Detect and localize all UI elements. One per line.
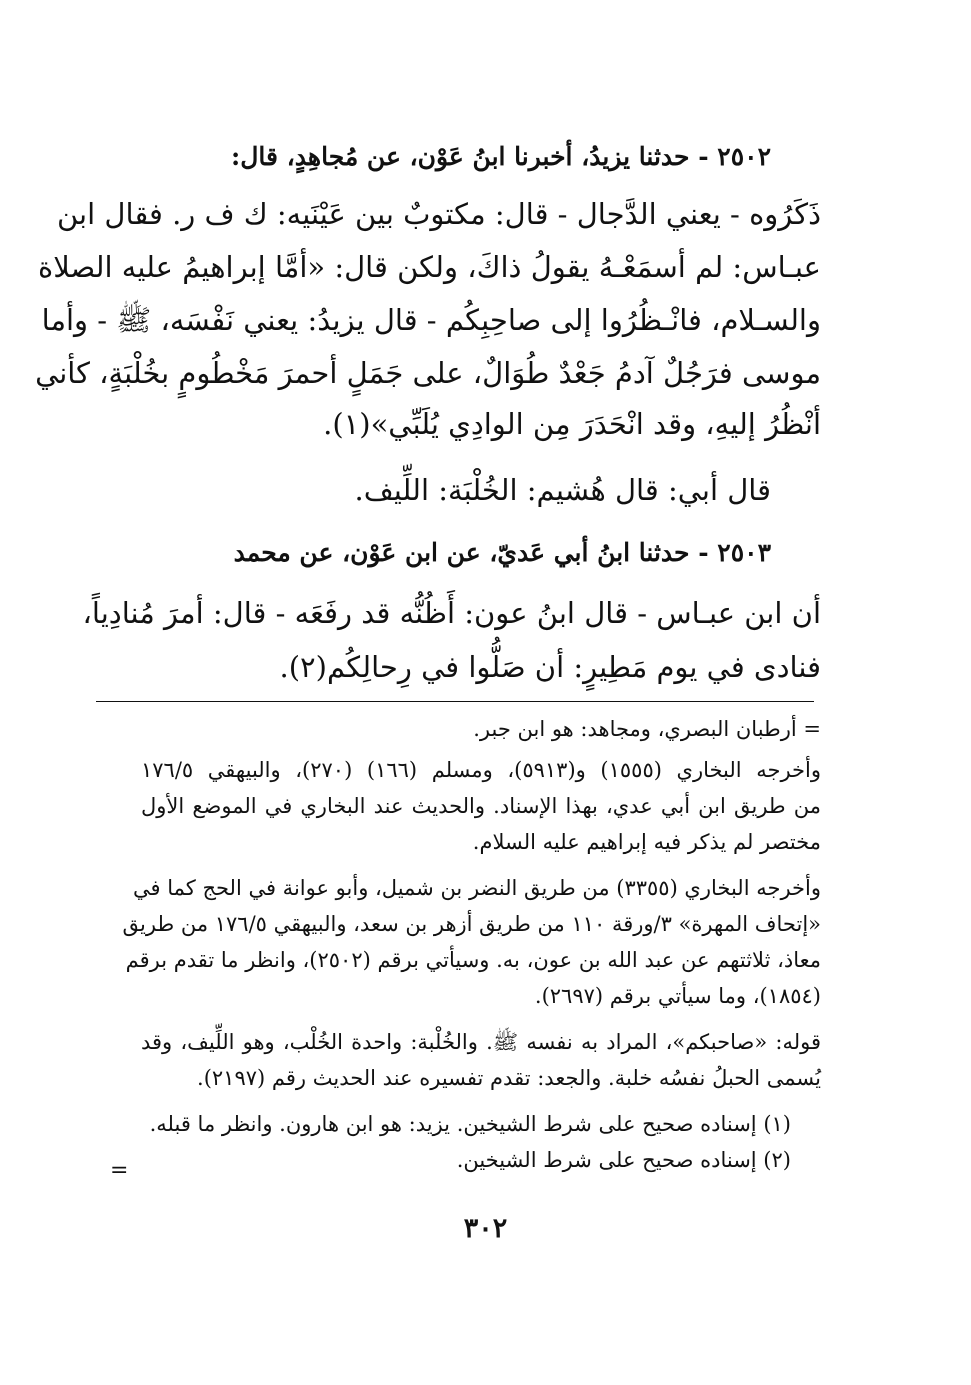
page-number: ٣٠٢: [463, 1213, 508, 1244]
footnote-separator: [96, 701, 814, 702]
hadith-2503-line-2: فنادى في يوم مَطِيرٍ: أن صَلُّوا في رِحالِكُم(٢).: [279, 650, 821, 684]
footnote-para1-line-3: مختصر لم يذكر فيه إبراهيم عليه السلام.: [472, 830, 821, 854]
footnote-para3-line-2: يُسمى الحبلُ نفسُه خلبة. والجعد: تقدم تفسيره عند الحديث رقم (٢١٩٧).: [197, 1066, 821, 1090]
footnote-1: (١) إسناده صحيح على شرط الشيخين. يزيد: هو ابن هارون. وانظر ما قبله.: [149, 1112, 791, 1136]
hadith-2502-line-1: ذَكَرُوه - يعني الدَّجال - قال: مكتوبٌ بين عَيْنَيه: ك ف ر. فقال ابن: [56, 197, 821, 231]
footnote-para2-line-4: (١٨٥٤)، وما سيأتي برقم (٢٦٩٧).: [534, 984, 821, 1008]
hadith-2502-line-4: موسى فرَجُلٌ آدمُ جَعْدٌ طُوَالٌ، على جَمَلٍ أحمرَ مَخْطُومٍ بخُلْبَةٍ، كأني: [35, 356, 821, 390]
footnote-continuation: = أرطبان البصري، ومجاهد: هو ابن جبر.: [473, 717, 821, 741]
hadith-2502-line-5: أنْظُرُ إليهِ، وقد انْحَدَرَ مِن الوادِي يُلَبِّي»(١).: [323, 407, 821, 441]
hadith-2502-header: ٢٥٠٢ - حدثنا يزيدُ، أخبرنا ابنُ عَوْن، عن مُجاهِدٍ، قال:: [231, 142, 771, 171]
footnote-para3-line-1: قوله: «صاحبكم»، المراد به نفسه ﷺ. والخُلْبة: واحدة الخُلْب، وهو اللِّيف، وقد: [141, 1030, 821, 1054]
hadith-2503-line-1: أن ابن عبـاس - قال ابنُ عون: أَظُنُّه قد رفَعَه - قال: أمرَ مُنادِياً،: [82, 596, 821, 630]
footnote-para2-line-3: معاذ، ثلاثتهم عن عبد الله بن عون، به. وسيأتي برقم (٢٥٠٢)، وانظر ما تقدم برقم: [125, 948, 821, 972]
hadith-2502-line-2: عبـاس: لم أسمَعْـهُ يقولُ ذاكَ، ولكن قال: «أمَّا إبراهيمُ عليه الصلاة: [38, 250, 821, 284]
footnote-para1-line-2: من طريق ابن أبي عدي، بهذا الإسناد. والحديث عند البخاري في الموضع الأول: [141, 794, 821, 818]
footnote-para2-line-2: «إتحاف المهرة» ٣/ورقة ١١٠ من طريق أزهر بن سعد، والبيهقي ١٧٦/٥ من طريق: [122, 912, 821, 936]
hadith-2502-line-3: والسـلام، فانْـظُرُوا إلى صاحِبِكُم - قال يزيدُ: يعني نَفْسَه، ﷺ - وأما: [41, 303, 821, 337]
footnote-continues-mark: =: [110, 1158, 129, 1183]
footnote-2: (٢) إسناده صحيح على شرط الشيخين.: [456, 1148, 791, 1172]
footnote-para1-line-1: وأخرجه البخاري (١٥٥٥) و(٥٩١٣)، ومسلم (١٦٦) (٢٧٠)، والبيهقي ١٧٦/٥: [141, 758, 822, 782]
hadith-2502-note: قال أبي: قال هُشيم: الخُلْبَة: اللِّيف.: [354, 473, 771, 507]
footnote-para2-line-1: وأخرجه البخاري (٣٣٥٥) من طريق النضر بن شميل، وأبو عوانة في الحج كما في: [133, 876, 821, 900]
hadith-2503-header: ٢٥٠٣ - حدثنا ابنُ أبي عَديّ، عن ابن عَوْن، عن محمد: [233, 538, 771, 567]
